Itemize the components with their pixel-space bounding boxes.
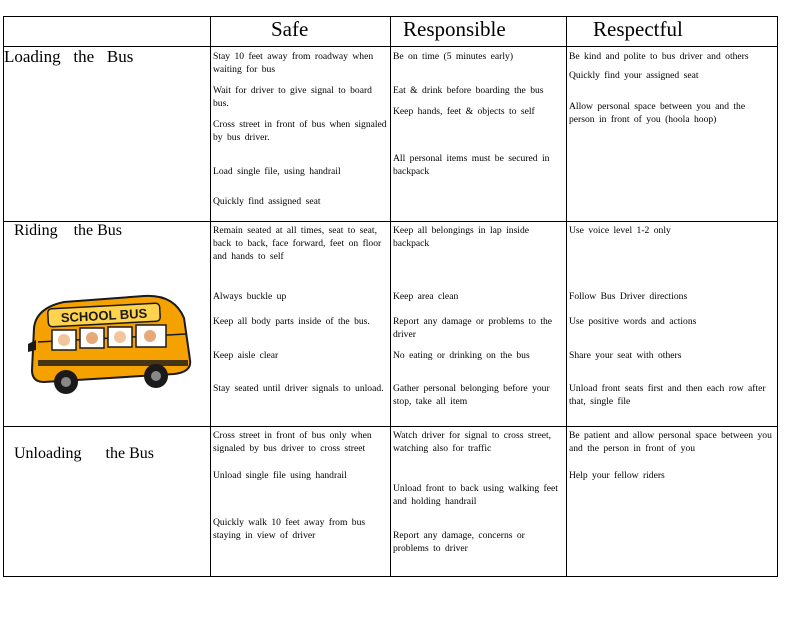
list-item: Load single file, using handrail [213, 166, 341, 177]
list-item: Use voice level 1-2 only [569, 225, 671, 236]
header-responsible: Responsible [391, 17, 567, 47]
row-label-cell [4, 427, 211, 577]
list-item: All personal items must be secured in backpack [393, 153, 550, 177]
list-item: Share your seat with others [569, 350, 682, 361]
list-item: Unload single file using handrail [213, 470, 347, 481]
list-item: Keep hands, feet & objects to self [393, 106, 535, 117]
list-item: Watch driver for signal to cross street, watching also for traffic [393, 430, 552, 454]
row-label-cell [4, 222, 211, 427]
list-item: Keep all belongings in lap inside backpack [393, 225, 530, 249]
list-item: Cross street in front of bus when signaled by bus driver. [213, 119, 387, 143]
list-item: Be kind and polite to bus driver and others [569, 51, 749, 62]
cell-unloading-responsible [391, 427, 567, 577]
list-item: Be on time (5 minutes early) [393, 51, 514, 62]
cell-unloading-respectful [567, 427, 778, 577]
bus-sign-text: SCHOOL BUS [60, 305, 148, 326]
header-respectful: Respectful [567, 17, 778, 47]
header-safe: Safe [211, 17, 391, 47]
list-item: Be patient and allow personal space between you and the person in front of you [569, 430, 772, 454]
list-item: Keep aisle clear [213, 350, 279, 361]
cell-riding-responsible [391, 222, 567, 427]
list-item: Unload front to back using walking feet and holding handrail [393, 483, 558, 507]
list-item: Quickly find assigned seat [213, 196, 321, 207]
row-label-unloading: Unloading the Bus [14, 445, 154, 462]
list-item: Stay seated until driver signals to unload. [213, 383, 384, 394]
list-item: Follow Bus Driver directions [569, 291, 688, 302]
list-item: Eat & drink before boarding the bus [393, 85, 544, 96]
cell-loading-safe [211, 47, 391, 222]
list-item: Cross street in front of bus only when signaled by bus driver to cross street [213, 430, 372, 454]
row-unloading [4, 427, 778, 577]
list-item: Stay 10 feet away from roadway when waiting for bus [213, 51, 374, 75]
cell-loading-responsible [391, 47, 567, 222]
cell-loading-respectful [567, 47, 778, 222]
row-riding [4, 222, 778, 427]
list-item: Use positive words and actions [569, 316, 697, 327]
corner-header [4, 17, 211, 47]
list-item: Report any damage or problems to the driver [393, 316, 553, 340]
list-item: Remain seated at all times, seat to seat, back to back, face forward, feet on floor and hands to self [213, 225, 382, 262]
list-item: Unload front seats first and then each row after that, single file [569, 383, 766, 407]
row-label-loading: Loading the Bus [4, 47, 134, 66]
row-loading [4, 47, 778, 222]
list-item: Keep area clean [393, 291, 459, 302]
cell-riding-respectful [567, 222, 778, 427]
row-label-riding: Riding the Bus [14, 222, 123, 239]
list-item: Allow personal space between you and the person in front of you (hoola hoop) [569, 101, 746, 125]
list-item: Gather personal belonging before your stop, take all item [393, 383, 550, 407]
list-item: Report any damage, concerns or problems to driver [393, 530, 525, 554]
list-item: Wait for driver to give signal to board bus. [213, 85, 372, 109]
list-item: Quickly find your assigned seat [569, 70, 699, 81]
school-bus-image [24, 290, 194, 400]
list-item: No eating or drinking on the bus [393, 350, 530, 361]
header-row [4, 17, 778, 47]
cell-riding-safe [211, 222, 391, 427]
cell-unloading-safe [211, 427, 391, 577]
list-item: Help your fellow riders [569, 470, 665, 481]
list-item: Always buckle up [213, 291, 287, 302]
list-item: Quickly walk 10 feet away from bus staying in view of driver [213, 517, 366, 541]
row-label-cell [4, 47, 211, 222]
bus-expectations-matrix [3, 16, 778, 577]
list-item: Keep all body parts inside of the bus. [213, 316, 370, 327]
